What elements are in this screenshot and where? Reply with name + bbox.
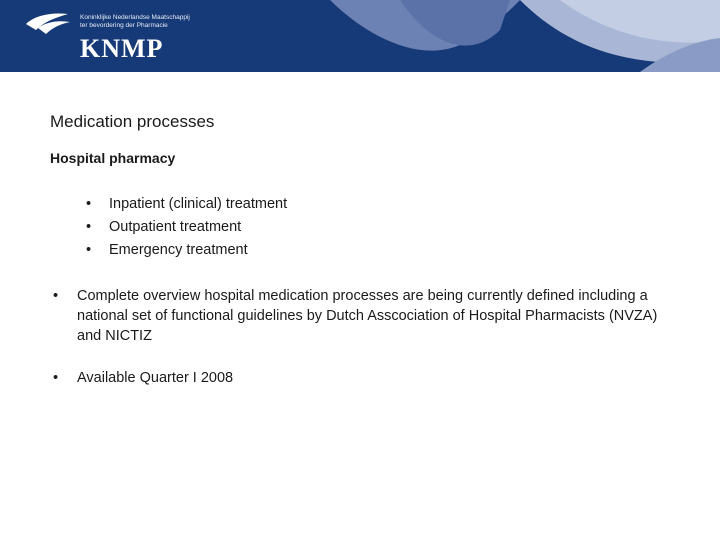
sub-bullet-item: [86, 194, 287, 217]
sub-bullet-text: Outpatient treatment: [109, 219, 242, 235]
knmp-logo[interactable]: [24, 8, 264, 68]
sub-bullet-item: [86, 217, 287, 240]
logo-wordmark: KNMP: [80, 34, 164, 63]
sub-bullet-text: Emergency treatment: [109, 242, 248, 258]
sub-bullet-text: Inpatient (clinical) treatment: [109, 196, 288, 212]
sub-bullet-item: [86, 240, 287, 263]
logo-mark-icon: [24, 8, 74, 38]
main-bullet-text: Complete overview hospital medication processes are being currently defined including a national set of functional guidelines by Dutch Asscociation of Hospital Pharmacists (NVZA) and NICTIZ: [77, 288, 658, 344]
header-banner: [0, 0, 720, 72]
logo-tagline-line1: Koninklijke Nederlandse Maatschappij: [80, 14, 190, 21]
main-bullet-text: Available Quarter I 2008: [77, 370, 234, 386]
bullet-icon: •: [53, 370, 59, 386]
main-bullet-list: [53, 286, 673, 388]
bullet-icon: •: [86, 196, 92, 212]
logo-tagline: [80, 14, 190, 30]
bullet-icon: •: [86, 219, 92, 235]
bullet-icon: •: [53, 288, 59, 304]
slide-title: Medication processes: [50, 112, 215, 131]
sub-bullet-list: [86, 194, 287, 263]
slide-subtitle: Hospital pharmacy: [50, 150, 176, 166]
main-bullet-item: [53, 368, 673, 388]
main-bullet-item: [53, 286, 673, 346]
logo-tagline-line2: ter bevordering der Pharmacie: [80, 22, 168, 29]
bullet-icon: •: [86, 242, 92, 258]
